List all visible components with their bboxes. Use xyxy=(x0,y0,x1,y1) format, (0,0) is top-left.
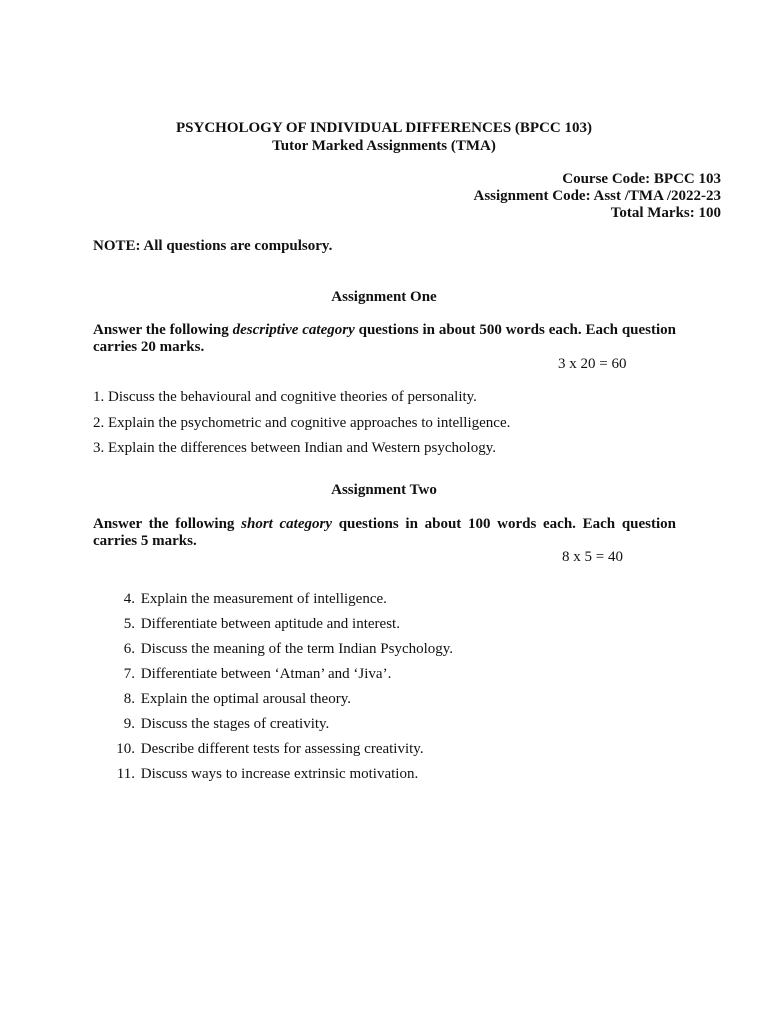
question-item xyxy=(113,766,418,783)
document-title: PSYCHOLOGY OF INDIVIDUAL DIFFERENCES (BPCC 103) xyxy=(175,120,592,136)
question-item xyxy=(113,616,400,633)
question-number: 8. xyxy=(123,691,135,707)
instruction-text: questions in about 500 words each. Each question carries 20 marks. xyxy=(93,322,676,355)
question-text: Discuss the meaning of the term Indian Psychology. xyxy=(140,641,454,657)
question-item xyxy=(93,440,496,457)
question-number: 9. xyxy=(123,716,135,732)
question-text: Describe different tests for assessing creativity. xyxy=(140,741,424,757)
question-item xyxy=(113,666,391,683)
question-text: Discuss the behavioural and cognitive theories of personality. xyxy=(108,389,477,405)
assignment-code: Assignment Code: Asst /TMA /2022-23 xyxy=(473,188,721,204)
question-number: 5. xyxy=(123,616,135,632)
question-item xyxy=(113,591,387,608)
question-number: 7. xyxy=(123,666,135,682)
question-item xyxy=(113,741,424,758)
question-number: 11. xyxy=(116,766,135,782)
question-text: Differentiate between aptitude and interest. xyxy=(140,616,400,632)
question-number: 6. xyxy=(123,641,135,657)
instruction-text: questions in about 100 words each. Each question carries 5 marks. xyxy=(93,516,676,549)
question-number: 3. xyxy=(93,440,105,456)
question-text: Discuss the stages of creativity. xyxy=(140,716,330,732)
question-item xyxy=(93,415,510,432)
question-text: Explain the measurement of intelligence. xyxy=(140,591,387,607)
note-text: NOTE: All questions are compulsory. xyxy=(93,238,333,254)
question-text: Explain the optimal arousal theory. xyxy=(140,691,351,707)
assignment-one-heading: Assignment One xyxy=(331,289,437,305)
assignment-one-instruction xyxy=(93,322,676,356)
assignment-two-marks: 8 x 5 = 40 xyxy=(562,549,623,565)
question-item xyxy=(93,389,477,406)
question-number: 4. xyxy=(123,591,135,607)
instruction-emphasis: short category xyxy=(241,516,332,532)
question-text: Explain the differences between Indian and Western psychology. xyxy=(108,440,496,456)
instruction-text: Answer the following xyxy=(93,516,242,532)
instruction-emphasis: descriptive category xyxy=(232,322,355,338)
question-number: 10. xyxy=(116,741,135,757)
course-code: Course Code: BPCC 103 xyxy=(562,171,721,187)
question-item xyxy=(113,691,351,708)
question-item xyxy=(113,716,329,733)
question-text: Differentiate between ‘Atman’ and ‘Jiva’. xyxy=(140,666,392,682)
assignment-one-marks: 3 x 20 = 60 xyxy=(558,356,627,372)
question-number: 2. xyxy=(93,415,105,431)
instruction-text: Answer the following xyxy=(93,322,233,338)
assignment-two-heading: Assignment Two xyxy=(331,482,437,498)
question-text: Explain the psychometric and cognitive approaches to intelligence. xyxy=(108,415,511,431)
question-item xyxy=(113,641,453,658)
question-text: Discuss ways to increase extrinsic motivation. xyxy=(140,766,419,782)
document-subtitle: Tutor Marked Assignments (TMA) xyxy=(272,138,496,154)
assignment-two-instruction xyxy=(93,516,676,550)
question-number: 1. xyxy=(93,389,105,405)
total-marks: Total Marks: 100 xyxy=(610,205,721,221)
